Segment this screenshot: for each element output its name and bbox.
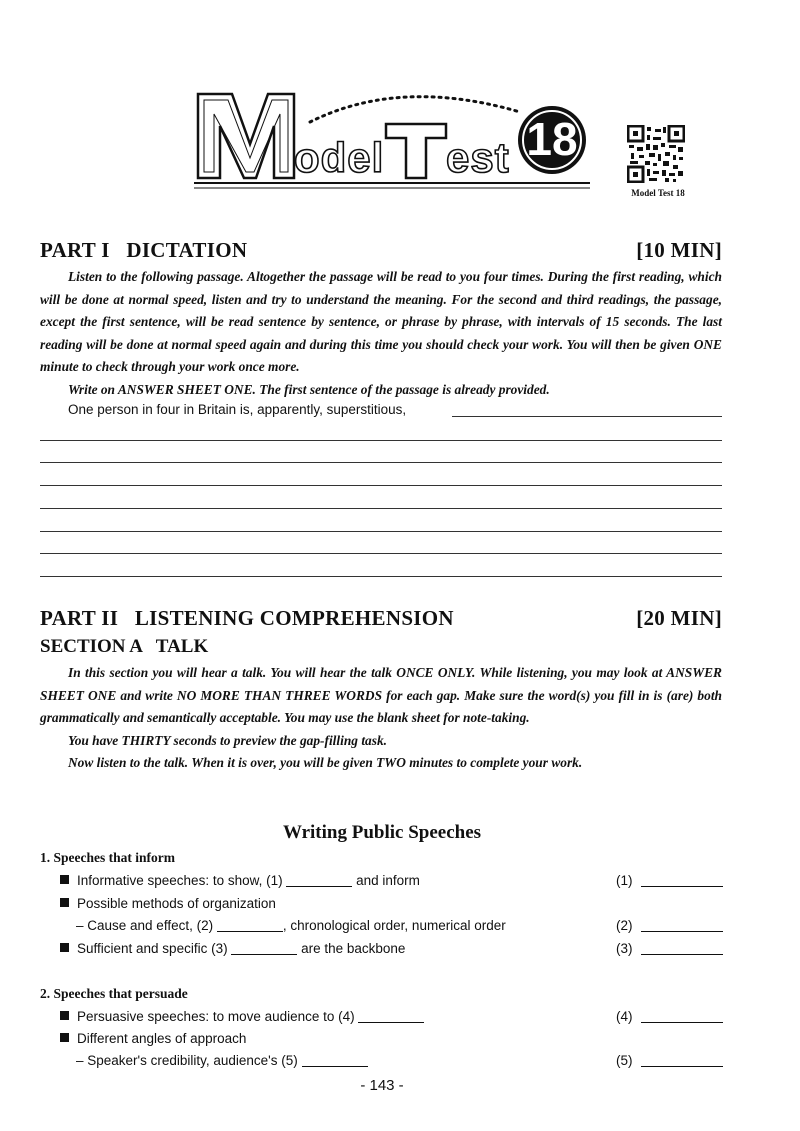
qr-code bbox=[627, 125, 685, 183]
gap-5-blank[interactable] bbox=[302, 1054, 368, 1067]
part2-preview: You have THIRTY seconds to preview the gap-filling task. bbox=[68, 732, 388, 748]
part1-heading bbox=[40, 238, 722, 263]
part2-instructions-text: In this section you will hear a talk. You will hear the talk ONCE ONLY. While listening, you may look at ANSWER SHEET ONE and write NO MORE THAN THREE WORDS for each gap. Make sure the word(s) you fill in is (are) both grammatically and semantically acceptable. You may use the blank sheet for note-taking. bbox=[40, 665, 722, 726]
talk-item-4: Persuasive speeches: to move audience to (4) bbox=[60, 1009, 424, 1024]
dictation-line[interactable] bbox=[40, 440, 722, 441]
talk-item-1: Informative speeches: to show, (1) and inform bbox=[60, 873, 420, 888]
part2-now-listen: Now listen to the talk. When it is over, you will be given TWO minutes to complete your work. bbox=[68, 755, 583, 771]
section-a-heading: SECTION A TALK bbox=[40, 636, 209, 657]
dictation-line[interactable] bbox=[40, 485, 722, 486]
gap-4-blank[interactable] bbox=[358, 1010, 424, 1023]
dictation-line[interactable] bbox=[40, 553, 722, 554]
talk-title: Writing Public Speeches bbox=[282, 822, 482, 843]
bullet-square-icon bbox=[60, 898, 69, 907]
bullet-square-icon bbox=[60, 943, 69, 952]
part2-heading bbox=[40, 606, 722, 631]
answer-3[interactable]: (3) bbox=[616, 941, 723, 956]
qr-caption: Model Test 18 bbox=[631, 188, 685, 198]
answer-blank[interactable] bbox=[641, 1010, 723, 1023]
answer-4[interactable]: (4) bbox=[616, 1009, 723, 1024]
talk-item-3: Sufficient and specific (3) are the backbone bbox=[60, 941, 405, 956]
dictation-line[interactable] bbox=[40, 508, 722, 509]
talk-item-2: Possible methods of organization bbox=[60, 896, 276, 911]
dictation-first-line-blank[interactable] bbox=[452, 416, 722, 417]
answer-2[interactable]: (2) bbox=[616, 918, 723, 933]
gap-1-blank[interactable] bbox=[286, 874, 352, 887]
gap-3-blank[interactable] bbox=[231, 942, 297, 955]
talk-item-5: Different angles of approach bbox=[60, 1031, 246, 1046]
bullet-square-icon bbox=[60, 875, 69, 884]
test-number: 18 bbox=[526, 113, 578, 165]
talk-section-1-heading: 1. Speeches that inform bbox=[40, 850, 175, 865]
talk-subitem-2: – Cause and effect, (2) , chronological order, numerical order bbox=[76, 918, 506, 933]
answer-1[interactable]: (1) bbox=[616, 873, 723, 888]
qr-code-graphic bbox=[627, 125, 685, 183]
dictation-first-sentence: One person in four in Britain is, apparently, superstitious, bbox=[68, 402, 407, 417]
dictation-line[interactable] bbox=[40, 462, 722, 463]
answer-blank[interactable] bbox=[641, 1054, 723, 1067]
part2-instructions bbox=[40, 662, 722, 775]
part1-instructions bbox=[40, 266, 722, 402]
bullet-square-icon bbox=[60, 1011, 69, 1020]
part2-time: [20 MIN] bbox=[636, 606, 722, 630]
model-test-logo bbox=[190, 82, 610, 192]
bullet-square-icon bbox=[60, 1033, 69, 1042]
part2-title: PART II LISTENING COMPREHENSION bbox=[40, 606, 454, 630]
logo-odel-text: odel bbox=[294, 134, 385, 181]
part1-write-on: Write on ANSWER SHEET ONE. The first sentence of the passage is already provided. bbox=[68, 381, 550, 397]
dictation-line[interactable] bbox=[40, 531, 722, 532]
part1-instructions-text: Listen to the following passage. Altogether the passage will be read to you four times. During the first reading, which will be done at normal speed, listen and try to understand the meaning. For the second and third readings, the passage, except the first sentence, will be read sentence by sentence, or phrase by phrase, with intervals of 15 seconds. The last reading will be done at normal speed again and during this time you should check your work. You will then be given ONE minute to check through your work once more. bbox=[40, 269, 722, 375]
logo-est-text: est bbox=[446, 134, 510, 181]
dictation-first-line bbox=[68, 402, 406, 417]
answer-blank[interactable] bbox=[641, 919, 723, 932]
gap-2-blank[interactable] bbox=[217, 919, 283, 932]
dictation-line[interactable] bbox=[40, 576, 722, 577]
talk-section-2-heading: 2. Speeches that persuade bbox=[40, 986, 188, 1001]
talk-subitem-5: – Speaker's credibility, audience's (5) bbox=[76, 1053, 368, 1068]
answer-blank[interactable] bbox=[641, 942, 723, 955]
part1-title: PART I DICTATION bbox=[40, 238, 248, 262]
answer-blank[interactable] bbox=[641, 874, 723, 887]
part1-time: [10 MIN] bbox=[636, 238, 722, 262]
answer-5[interactable]: (5) bbox=[616, 1053, 723, 1068]
page-number: - 143 - bbox=[360, 1077, 404, 1094]
